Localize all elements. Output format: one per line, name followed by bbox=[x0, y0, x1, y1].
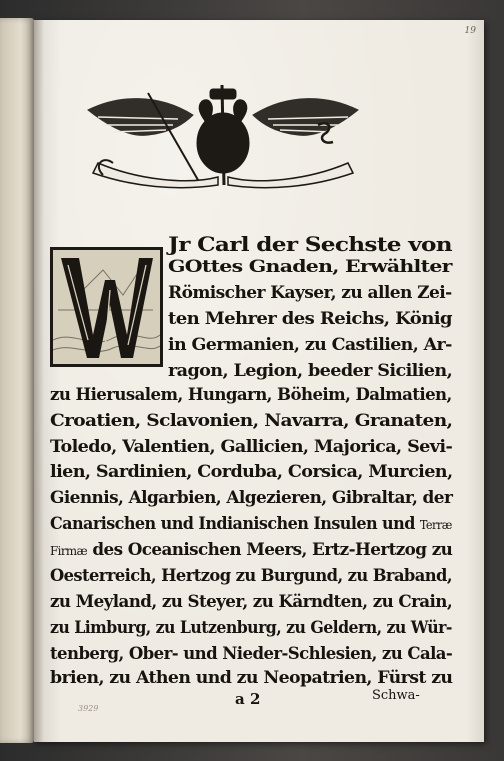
text-line: in Germanien, zu Castilien, Ar- bbox=[168, 335, 452, 355]
double-headed-eagle-crest-icon bbox=[78, 85, 368, 195]
text-line: Croatien, Sclavonien, Navarra, Granaten, bbox=[50, 411, 453, 431]
text-line: zu Meyland, zu Steyer, zu Kärndten, zu Crain, bbox=[50, 592, 453, 612]
text-line: brien, zu Athen und zu Neopatrien, Fürst zu bbox=[50, 668, 453, 688]
text-line: Giennis, Algarbien, Algezieren, Gibraltar, der bbox=[50, 488, 453, 508]
text-line: zu Hierusalem, Hungarn, Böheim, Dalmatien, bbox=[50, 385, 452, 405]
text-line: tenberg, Ober- und Nieder-Schlesien, zu Cala- bbox=[50, 644, 453, 664]
text-line: Römischer Kayser, zu allen Zei- bbox=[168, 283, 452, 303]
woodcut-initial-letter-icon bbox=[50, 247, 163, 367]
text-line: Oesterreich, Hertzog zu Burgund, zu Braband, bbox=[50, 566, 452, 586]
text-line-main: Canarischen und Indianischen Insulen und bbox=[50, 514, 415, 534]
text-line-main: des Oceanischen Meers, Ertz-Hertzog zu bbox=[92, 540, 453, 560]
page-gutter-shadow bbox=[34, 20, 44, 742]
text-line: zu Limburg, zu Lutzenburg, zu Geldern, zu Wür- bbox=[50, 618, 452, 638]
folio-number: 19 bbox=[464, 26, 476, 36]
text-line: Jr Carl der Sechste von bbox=[168, 232, 452, 256]
margin-note: 3929 bbox=[78, 704, 99, 713]
text-line: lien, Sardinien, Corduba, Corsica, Murcien, bbox=[50, 462, 453, 482]
catchword: Schwa- bbox=[372, 688, 420, 703]
signature-mark: a 2 bbox=[235, 690, 261, 708]
text-line bbox=[50, 514, 452, 534]
text-line: GOttes Gnaden, Erwählter bbox=[168, 257, 452, 277]
text-line: ragon, Legion, beeder Sicilien, bbox=[168, 361, 453, 381]
text-line: ten Mehrer des Reichs, König bbox=[168, 309, 452, 329]
latin-word: Firmæ bbox=[50, 544, 88, 558]
facing-page-edge bbox=[0, 18, 34, 743]
text-line: Toledo, Valentien, Gallicien, Majorica, Sevi- bbox=[50, 437, 453, 457]
latin-word: Terræ bbox=[419, 518, 452, 532]
text-line bbox=[50, 540, 452, 560]
